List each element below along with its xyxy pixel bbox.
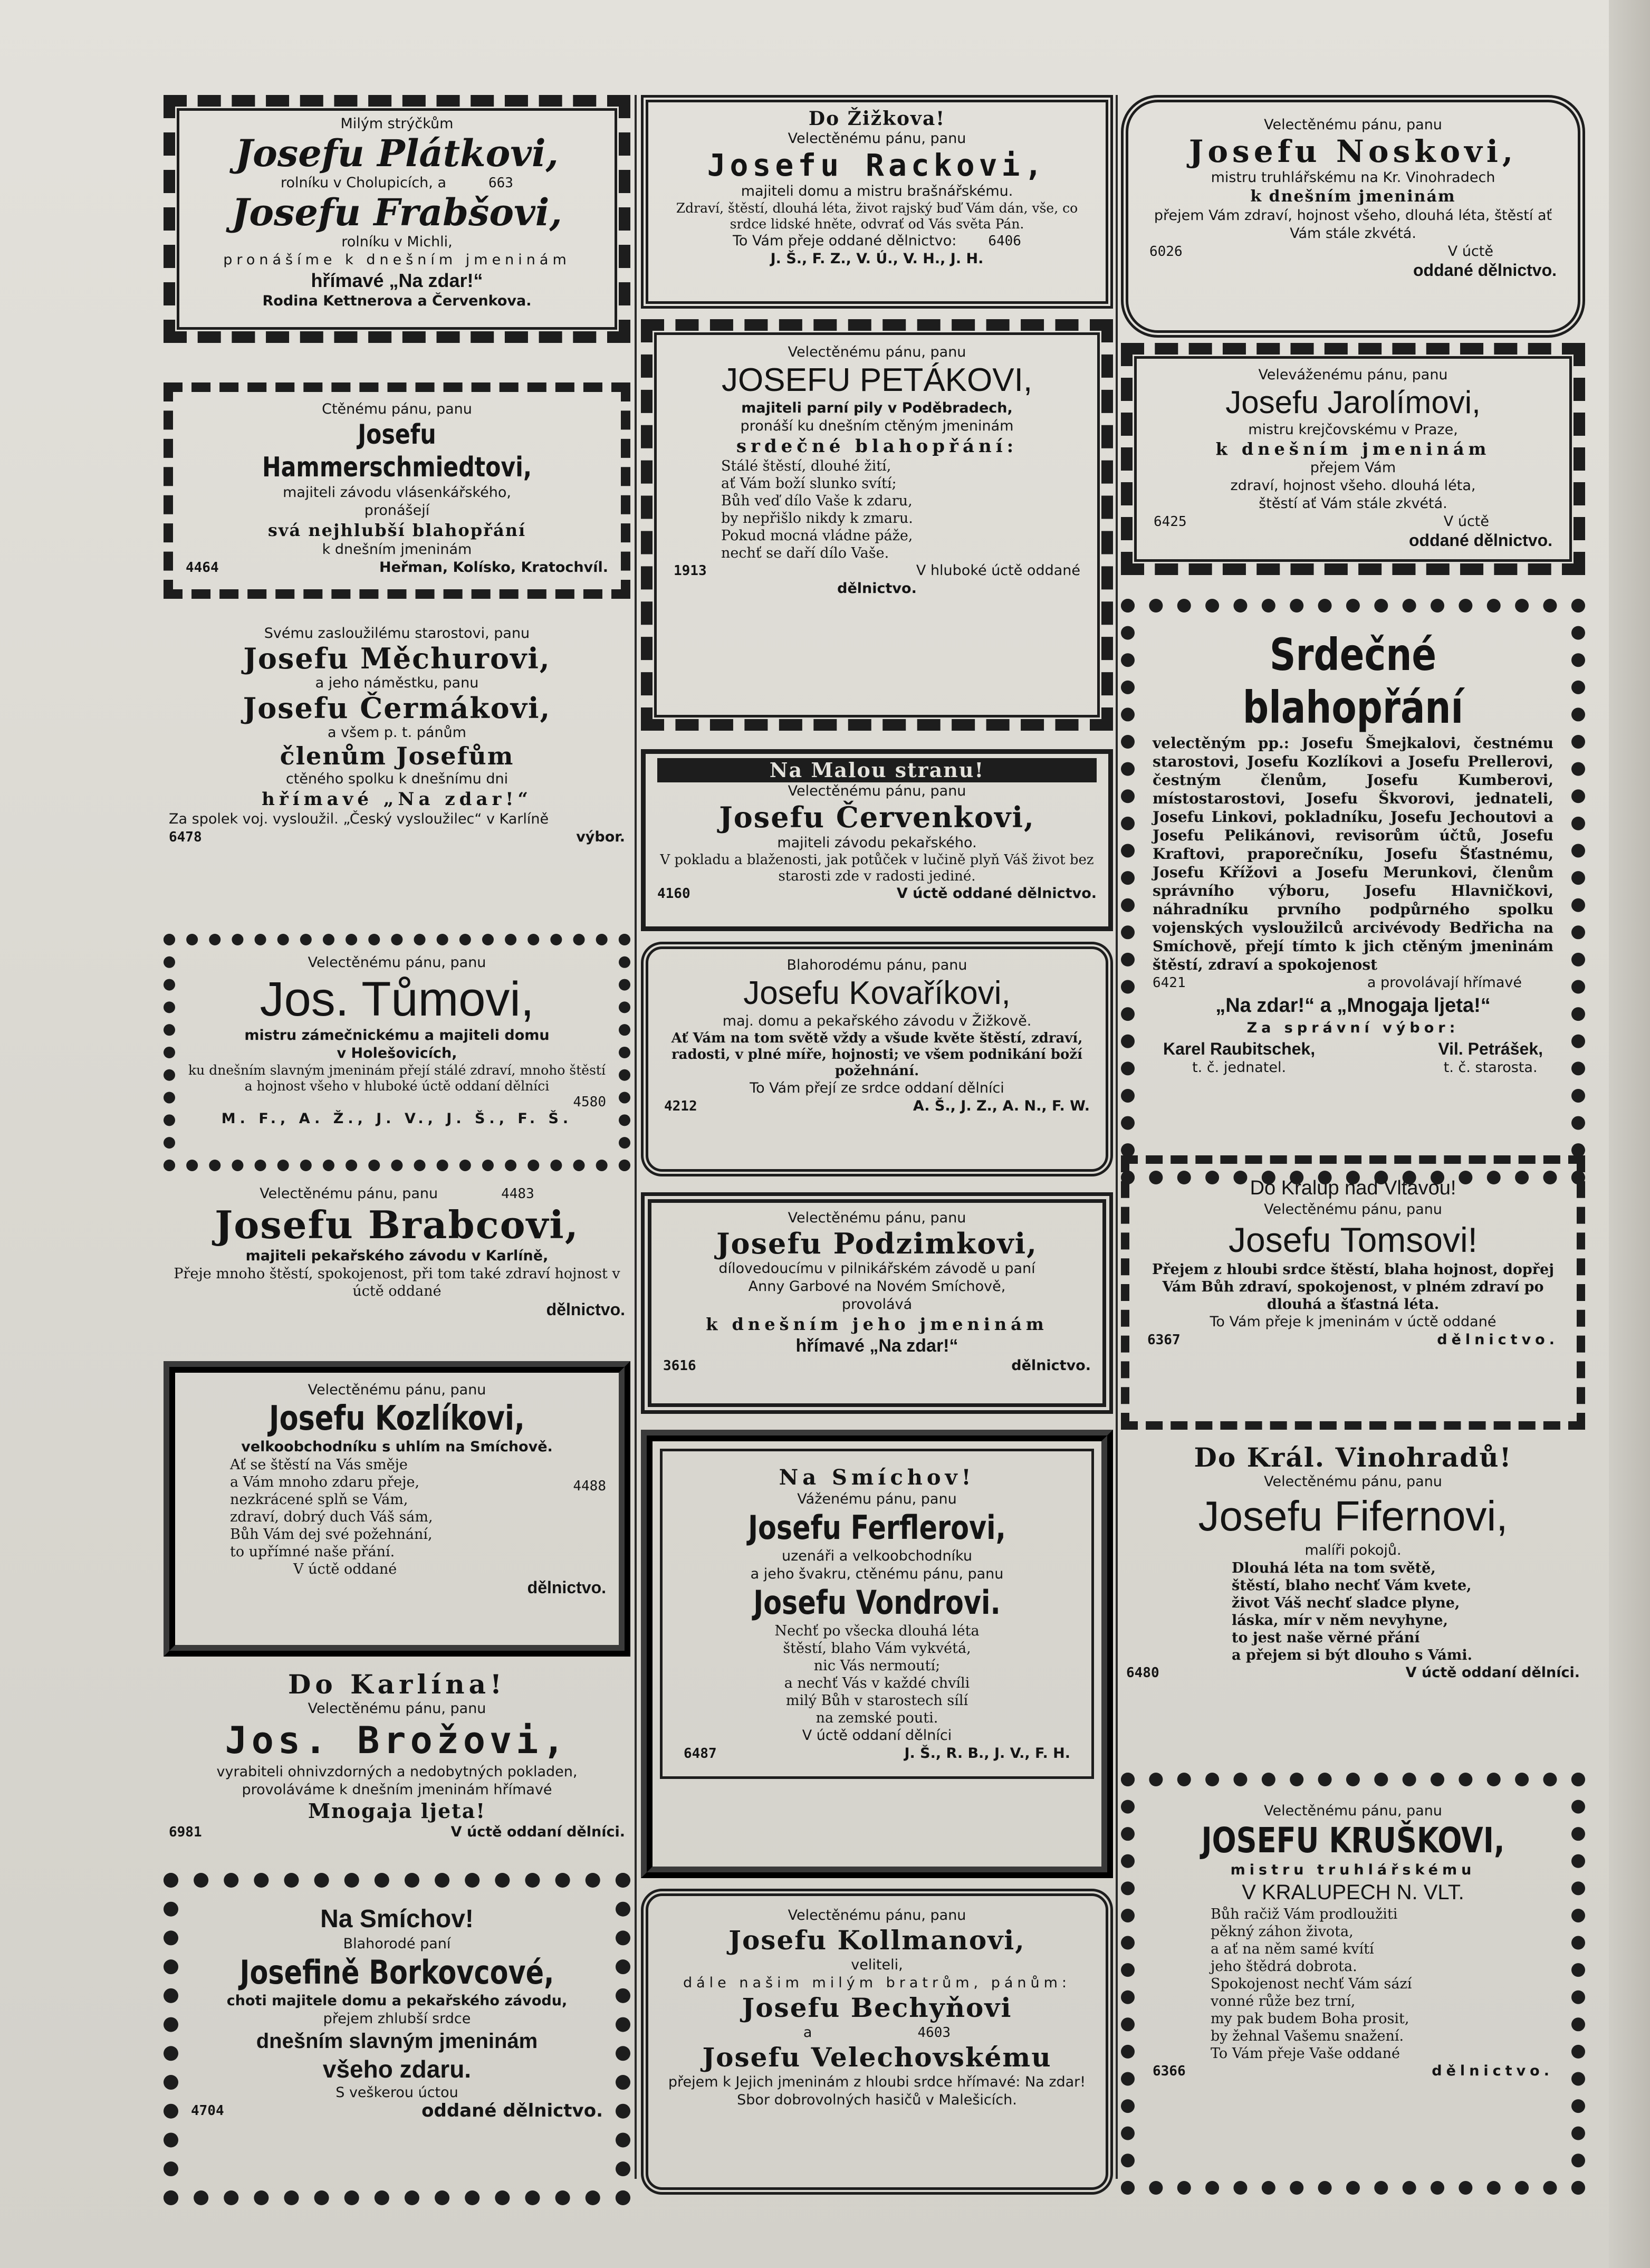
verse-line: Nechť po všecka dlouhá léta (774, 1623, 980, 1639)
ad-role: mistru truhlářskému (1230, 1862, 1476, 1878)
ad-petak (641, 319, 1113, 731)
ad-name: JOSEFU PETÁKOVI, (721, 362, 1033, 398)
ad-role: majiteli parní pily v Poděbradech, (741, 400, 1013, 416)
ad-text: V pokladu a blaženosti, jak potůček v lučině plyň Váš život bez starosti zde v radosti jediné. (660, 852, 1094, 884)
verse-line: Stálé štěstí, dlouhé žití, (721, 458, 891, 474)
ad-role: majiteli domu a mistru brašnářskému. (741, 183, 1013, 199)
ad-intro: Svému zasloužilému starostovi, panu (264, 625, 530, 642)
ad-headline: Srdečné blahopřání (1242, 629, 1464, 733)
ad-cervenka (641, 749, 1113, 931)
ad-signature: J. Š., F. Z., V. Ú., V. H., J. H. (770, 251, 984, 267)
ad-text: pronášíme k dnešním jmeninám (223, 252, 571, 268)
ad-number: 4483 (501, 1186, 534, 1202)
ad-role: majiteli závodu vlásenkářského, (283, 484, 511, 501)
ad-name: Josefu Kovaříkovi, (743, 975, 1011, 1011)
ad-smejkal (1121, 599, 1585, 1184)
ad-text: přejem k Jejich jmeninám z hloubi srdce hřímavé: Na zdar! (668, 2074, 1086, 2090)
ad-number: 1913 (674, 563, 707, 579)
ad-text: Ať Vám na tom světě vždy a všude květe štěstí, zdraví, radosti, v plné míře, hojnosti; ve všem podnikání boží požehnání. (671, 1030, 1083, 1079)
ad-name: Josefu Ferflerovi, (748, 1508, 1006, 1547)
verse-line: my pak budem Boha prosit, (1211, 2011, 1409, 2027)
ad-text: provolává (841, 1296, 913, 1313)
ad-signature: M. F., A. Ž., J. V., J. Š., F. Š. (221, 1111, 573, 1127)
ad-text: pronášejí (364, 502, 430, 519)
ad-role: Anny Garbové na Novém Smíchově, (748, 1278, 1006, 1295)
verse-line: ať Vám boží slunko svítí; (721, 475, 897, 492)
signatory-name: Karel Raubitschek, (1163, 1039, 1316, 1058)
ad-text: S veškerou úctou (335, 2084, 458, 2101)
verse-line: pěkný záhon života, (1211, 1924, 1354, 1940)
ad-tomsa (1121, 1155, 1585, 1430)
ad-intro: Velectěnému pánu, panu (260, 1185, 438, 1202)
ad-intro: Veleváženému pánu, panu (1258, 367, 1448, 383)
verse-line: a přejem si být dlouho s Vámi. (1232, 1647, 1472, 1663)
ad-name: Josefu Velechovskému (702, 2042, 1052, 2073)
ad-name: Josefu Jarolímovi, (1225, 385, 1481, 420)
verse-line: to upřímné naše přání. (230, 1544, 395, 1560)
ad-role: majiteli pekařského závodu v Karlíně, (245, 1248, 549, 1264)
ad-name: Josefu Hammerschmiedtovi, (262, 419, 532, 483)
ad-signature: V úctě oddané dělnictvo. (896, 885, 1097, 902)
ad-signature: dělnictvo. (837, 580, 917, 597)
ad-name: Jos. Brožovi, (225, 1719, 569, 1762)
verse-line: láska, mír v něm nevyhyne, (1232, 1612, 1448, 1629)
ad-text: štěstí ať Vám stále zkvétá. (1259, 495, 1447, 512)
ad-text: přejem Vám (1310, 460, 1396, 476)
ad-name: členům Josefům (280, 742, 514, 770)
ad-headline: Do Král. Vinohradů! (1194, 1442, 1512, 1473)
verse-line: štěstí, blaho nechť Vám kvete, (1232, 1577, 1472, 1594)
verse-line: štěstí, blaho Vám vykvétá, (783, 1640, 971, 1657)
ad-intro: Ctěnému pánu, panu (322, 401, 472, 417)
ad-signature: dělnictvo. (1011, 1357, 1091, 1374)
ad-role: v Holešovicích, (337, 1045, 457, 1061)
signatory-1 (1163, 1039, 1315, 1077)
ad-role: choti majitele domu a pekařského závodu, (226, 1993, 568, 2009)
verse-line: Pokud mocná vládne páže, (721, 528, 913, 544)
signatory-role: t. č. jednatel. (1192, 1059, 1287, 1076)
ad-jarolim (1121, 343, 1585, 575)
ad-intro: Velectěnému pánu, panu (308, 1382, 486, 1398)
ad-role: rolníku v Cholupicích, a (281, 175, 446, 191)
ad-text: V úctě oddaní dělníci (802, 1727, 952, 1744)
ad-role: mistru zámečnickému a majiteli domu (244, 1027, 550, 1044)
ad-text: provoláváme k dnešním jmeninám hřímavé (242, 1782, 552, 1798)
ad-text: zdraví, hojnost všeho. dlouhá léta, (1230, 477, 1476, 494)
ad-name: Josefu Plátkovi, (235, 131, 559, 175)
verse-line: vonné růže bez trní, (1211, 1993, 1356, 2009)
ad-verse (684, 1622, 1070, 1727)
ad-broz (164, 1667, 630, 1868)
ad-text: a (803, 2024, 812, 2041)
ad-signature: Heřman, Kolísko, Kratochvíl. (379, 559, 608, 576)
ad-verse (674, 457, 1080, 562)
ad-signature: oddané dělnictvo. (1413, 261, 1557, 280)
verse-line: to jest naše věrné přání (1232, 1630, 1420, 1646)
ad-text: To Vám přeje k jmeninám v úctě oddané (1210, 1314, 1496, 1330)
ad-text: přejem Vám zdraví, hojnost všeho, dlouhá léta, štěstí ať Vám stále zkvétá. (1154, 207, 1552, 242)
ad-text: všeho zdaru. (322, 2055, 472, 2083)
ad-intro: Velectěnému pánu, panu (308, 1700, 486, 1717)
ad-name: Josefu Tomsovi! (1229, 1220, 1478, 1259)
verse-line: zdraví, dobrý duch Váš sám, (230, 1509, 433, 1525)
ad-role: a všem p. t. pánům (328, 724, 466, 741)
ad-cheer: „Na zdar!“ a „Mnogaja ljeta!“ (1215, 994, 1491, 1017)
ad-role: mistru krejčovskému v Praze, (1248, 422, 1458, 438)
ad-number: 6478 (169, 829, 202, 845)
ad-name: Josefu Vondrovi. (753, 1583, 1001, 1622)
ad-headline: Na Malou stranu! (657, 758, 1097, 782)
ad-text: To Vám přeje oddané dělnictvo: (733, 233, 957, 249)
verse-line: Bůh Vám dej své požehnání, (230, 1526, 433, 1543)
ad-name: Josefu Čermákovi, (243, 691, 551, 725)
ad-number: 4212 (664, 1098, 697, 1114)
ad-number: 6425 (1154, 514, 1187, 530)
verse-line: V úctě oddané (293, 1561, 397, 1577)
ad-role: rolníku v Michli, (341, 234, 453, 250)
ad-platek-frabs (164, 95, 630, 343)
ad-kollman (641, 1889, 1113, 2195)
ad-intro: Velectěnému pánu, panu (1264, 1473, 1442, 1490)
ad-intro: Velectěnému pánu, panu (788, 1210, 966, 1226)
ad-text: k dnešním jeho jmeninám (706, 1314, 1048, 1334)
ad-brabec (164, 1182, 630, 1356)
ad-text: Přeje mnoho štěstí, spokojenost, při tom také zdraví hojnost v úctě oddané (174, 1266, 620, 1299)
ad-text: V úctě (1447, 243, 1493, 260)
ad-signature: dělnictvo. (1437, 1332, 1559, 1348)
ad-intro: Velectěnému pánu, panu (1264, 1201, 1442, 1218)
verse-line: Dlouhá léta na tom světě, (1232, 1560, 1436, 1576)
ad-number: 6480 (1126, 1665, 1159, 1681)
ad-headline: Do Žižkova! (808, 108, 946, 130)
ad-number: 6367 (1147, 1332, 1181, 1348)
ad-role: dílovedoucímu v pilnikářském závodě u paní (718, 1260, 1035, 1277)
ad-name: Josefu Podzimkovi, (716, 1227, 1038, 1260)
verse-line: Bůh veď dílo Vaše k zdaru, (721, 493, 913, 509)
ad-number: 4704 (191, 2103, 224, 2119)
ad-signature: V úctě oddaní dělníci. (450, 1824, 625, 1840)
ad-intro: Milým strýčkům (340, 116, 454, 132)
ad-text: Za správní výbor: (1246, 1020, 1460, 1036)
ad-signature: dělnictvo. (546, 1300, 625, 1319)
ad-text: svá nejhlubší blahopřání (267, 520, 526, 540)
ad-number: 4580 (573, 1094, 606, 1110)
ad-role: a jeho náměstku, panu (315, 675, 479, 691)
ad-role: dále našim milým bratrům, pánům: (683, 1975, 1071, 1991)
ad-signature: dělnictvo. (1432, 2063, 1553, 2079)
verse-line: na zemské pouti. (816, 1710, 938, 1726)
ad-role: uzenáři a velkoobchodníku (782, 1548, 972, 1564)
ad-fifern (1121, 1440, 1585, 1762)
ad-name: JOSEFU KRUŠKOVI, (1201, 1820, 1505, 1861)
ad-name: Josefu Bechyňovi (742, 1992, 1012, 2023)
ad-role: a jeho švakru, ctěnému pánu, panu (750, 1566, 1004, 1582)
ad-kovarik (641, 942, 1113, 1176)
ad-number: 4488 (573, 1478, 606, 1494)
verse-line: Ať se štěstí na Vás směje (230, 1457, 408, 1473)
ad-number: 4603 (917, 2025, 951, 2041)
ad-number: 4464 (186, 560, 219, 576)
ad-intro: Velectěnému pánu, panu (788, 783, 966, 799)
ad-mechura (164, 623, 630, 918)
ad-name: Josefu Noskovi, (1188, 133, 1518, 169)
ad-intro: Váženému pánu, panu (797, 1491, 957, 1507)
ad-text: vyrabiteli ohnivzdorných a nedobytných pokladen, (216, 1764, 578, 1780)
ad-number: 4160 (657, 886, 690, 902)
verse-line: a Vám mnoho zdaru přeje, (230, 1474, 420, 1490)
verse-line: a ať na něm samé kvítí (1211, 1941, 1374, 1957)
ad-verse (1153, 1906, 1553, 2062)
verse-line: milý Bůh v starostech sílí (785, 1692, 968, 1709)
ad-intro: Velectěnému pánu, panu (788, 130, 966, 147)
ad-intro: Velectěnému pánu, panu (308, 954, 486, 971)
ad-number: 6981 (169, 1824, 202, 1840)
ad-name: Josefu Fifernovi, (1198, 1492, 1508, 1539)
ad-name: Josefu Brabcovi, (215, 1202, 579, 1247)
ad-hammerschmiedt (164, 382, 630, 599)
verse-line: jeho štědrá dobrota. (1211, 1958, 1357, 1975)
verse-line: Spokojenost nechť Vám sází (1211, 1976, 1412, 1992)
ad-cheer: hřímavé „Na zdar!“ (311, 270, 483, 291)
signatory-2 (1438, 1039, 1543, 1077)
ad-name: Josefu Rackovi, (707, 147, 1047, 183)
ad-name: Jos. Tůmovi, (260, 972, 534, 1026)
ad-name: Josefu Kozlíkovi, (269, 1399, 525, 1438)
ad-intro: Velectěnému pánu, panu (1264, 1803, 1442, 1819)
ad-text: přejem zhlubší srdce (323, 2011, 471, 2027)
ad-text: ctěného spolku k dnešnímu dni (285, 771, 509, 787)
ad-signature: dělnictvo. (527, 1578, 606, 1597)
ad-number: 6406 (988, 233, 1021, 249)
column-rule-right (1116, 95, 1118, 2179)
column-rule-left (635, 95, 637, 2179)
ad-role: malíři pokojů. (1304, 1542, 1402, 1558)
ad-name: Josefu Kollmanovi, (728, 1925, 1025, 1956)
ad-text: ku dnešním slavným jmeninám přejí stálé zdraví, mnoho štěstí a hojnost všeho v hluboké úctě oddaní dělníci (188, 1063, 606, 1094)
verse-line: To Vám přeje Vaše oddané (1211, 2045, 1400, 2062)
verse-line: nezkrácené splň se Vám, (230, 1491, 408, 1508)
ad-number: 3616 (663, 1358, 696, 1374)
ad-text: k dnešním jmeninám (1250, 187, 1456, 206)
ad-intro: Velectěnému pánu, panu (1264, 117, 1442, 133)
ad-role: maj. domu a pekařského závodu v Žižkově. (722, 1013, 1032, 1029)
ad-text: To Vám přejí ze srdce oddaní dělníci (750, 1080, 1004, 1096)
ad-signature: J. Š., R. B., J. V., F. H. (904, 1745, 1070, 1762)
ad-text: velectěným pp.: Josefu Šmejkalovi, čestnému starostovi, Josefu Kozlíkovi a Josefu Prellerovi, čestným členům, Josefu Kumberovi, místostarostovi, Josefu Škvorovi, jednateli, Josefu Linkovi, pokladníku, Josefu Jechoutovi a Josefu Pelikánovi, revisorům účtů, Josefu Kraftovi, praporečníku, Josefu Šťastnému, Josefu Křížovi a Josefu Merunkovi, členům správního výboru, Josefu Hlavničkovi, náhradníku prvního podpůrného spolku vojenských vysloužilců arcivévody Bedřicha na Smíchově, přejí tímto k jich ctěným jmeninám štěstí, zdraví a spokojenost (1153, 734, 1553, 973)
ad-noska (1121, 95, 1585, 338)
ad-racek (641, 95, 1113, 309)
ad-text: Přejem z hloubi srdce štěstí, blaha hojnost, dopřej Vám Bůh zdraví, spokojenost, v plném zdraví po dlouhá a šťastná léta. (1152, 1261, 1554, 1313)
ad-text: srdečné blahopřání: (736, 436, 1018, 457)
verse-line: Bůh račiž Vám prodloužiti (1211, 1906, 1398, 1922)
ad-podzimek (641, 1192, 1113, 1414)
ad-cheer: Mnogaja ljeta! (308, 1799, 486, 1823)
ad-name: Josefu Frabšovi, (232, 190, 562, 234)
ad-borkovcova (164, 1873, 630, 2205)
signatory-role: t. č. starosta. (1443, 1059, 1538, 1076)
ad-verse (1126, 1559, 1580, 1664)
ad-headline: Do Karlína! (288, 1669, 506, 1700)
ad-role: velkoobchodníku s uhlím na Smíchově. (241, 1439, 553, 1455)
ad-kozlik (164, 1361, 630, 1657)
ad-name: Josefu Měchurovi, (243, 642, 551, 675)
ad-number: 6487 (684, 1746, 717, 1762)
ad-signature: V úctě oddaní dělníci. (1405, 1664, 1580, 1681)
ad-intro: Blahorodé paní (343, 1936, 451, 1952)
ad-signature: výbor. (576, 829, 625, 845)
verse-line: nechť se daří dílo Vaše. (721, 545, 889, 561)
ad-text: V hluboké úctě oddané (916, 562, 1080, 579)
ad-text: a provolávají hřímavé (1367, 974, 1522, 991)
verse-line: by žehnal Vašemu snažení. (1211, 2028, 1404, 2044)
ad-intro: Velectěnému pánu, panu (788, 344, 966, 360)
ad-name: Josefině Borkovcové, (239, 1953, 554, 1992)
ad-tuma (164, 934, 630, 1171)
ad-number: 6421 (1153, 975, 1186, 991)
ad-verse (188, 1456, 433, 1578)
ad-text: k dnešním jmeninám (1215, 439, 1491, 459)
verse-line: a nechť Vás v každé chvíli (784, 1675, 970, 1691)
ad-headline: Na Smíchov! (779, 1465, 975, 1490)
ad-signature: Rodina Kettnerova a Červenkova. (262, 293, 532, 309)
ad-signature: oddané dělnictvo. (421, 2100, 603, 2121)
ad-headline: Do Kralup nad Vltavou! (1250, 1177, 1456, 1199)
ad-number: 663 (488, 175, 513, 191)
ad-number: 6026 (1149, 244, 1183, 260)
ad-signature: A. Š., J. Z., A. N., F. W. (913, 1098, 1090, 1114)
ad-number: 6366 (1153, 2063, 1186, 2079)
ad-role: V KRALUPECH N. VLT. (1242, 1881, 1464, 1904)
ad-text: Zdraví, štěstí, dlouhá léta, život rajský buď Vám dán, vše, co srdce lidské hněte, odvrať od Vás světa Pán. (676, 200, 1078, 232)
ad-cheer: hřímavé „Na zdar!“ (795, 1336, 958, 1356)
verse-line: život Váš nechť sladce plyne, (1232, 1595, 1460, 1611)
ad-ferfler-vondra (641, 1430, 1113, 1878)
ad-kruska (1121, 1773, 1585, 2195)
ad-headline: Na Smíchov! (320, 1905, 474, 1933)
ad-cheer: hřímavé „Na zdar!“ (262, 789, 532, 810)
ad-text: V úctě (1443, 513, 1489, 530)
ad-text: Za spolek voj. vysloužil. „Český vysloužilec“ v Karlíně (169, 811, 549, 827)
ad-role: majiteli závodu pekařského. (777, 835, 977, 851)
ad-role: veliteli, (851, 1957, 903, 1973)
page-edge-shadow (1609, 0, 1650, 2268)
ad-intro: Blahorodému pánu, panu (786, 957, 967, 973)
ad-intro: Velectěnému pánu, panu (788, 1907, 966, 1924)
verse-line: nic Vás nermoutí; (813, 1658, 941, 1674)
ad-text: dnešním slavným jmeninám (256, 2030, 538, 2053)
ad-signature: oddané dělnictvo. (1408, 531, 1552, 550)
ad-text: pronáší ku dnešním ctěným jmeninám (740, 418, 1014, 434)
ad-name: Josefu Červenkovi, (719, 800, 1035, 834)
ad-text: k dnešním jmeninám (322, 541, 472, 558)
verse-line: by nepřišlo nikdy k zmaru. (721, 510, 913, 527)
ad-role: mistru truhlářskému na Kr. Vinohradech (1211, 169, 1495, 186)
signatory-name: Vil. Petrášek, (1438, 1039, 1543, 1058)
ad-signature: Sbor dobrovolných hasičů v Malešicích. (737, 2092, 1017, 2108)
